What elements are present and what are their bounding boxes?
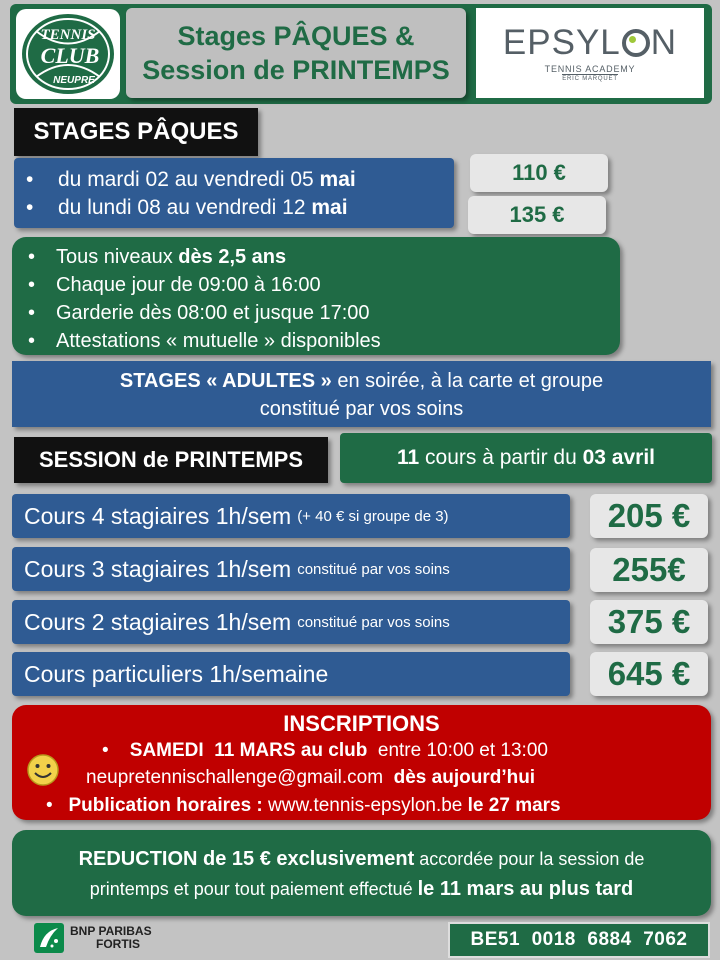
- course-row: [12, 652, 570, 696]
- academy-name-part2: N: [650, 23, 678, 62]
- bullet: •: [102, 740, 109, 761]
- page-title-line2: Session de PRINTEMPS: [142, 55, 450, 85]
- academy-name-part1: EPSYL: [502, 23, 621, 62]
- price-week-2: 135 €: [468, 196, 606, 234]
- academy-logo: [476, 8, 704, 98]
- date-text: du mardi 02 au vendredi 05: [58, 168, 320, 191]
- course-row: [12, 547, 570, 591]
- course-price: 645 €: [590, 652, 708, 696]
- bullet: •: [28, 274, 36, 296]
- session-heading: SESSION de PRINTEMPS: [14, 437, 328, 483]
- bullet: •: [26, 168, 34, 191]
- inscriptions-email-when: dès aujourd’hui: [383, 767, 536, 788]
- bullet: •: [26, 196, 34, 219]
- reduction-text1: accordée pour la session de: [414, 849, 645, 869]
- club-logo-top-text: TENNIS: [40, 27, 96, 43]
- course-label: Cours 3 stagiaires 1h/sem: [24, 555, 292, 582]
- reduction-text2: printemps et pour tout paiement effectué: [89, 879, 418, 899]
- reduction-line2: [12, 874, 711, 904]
- date-month: mai: [311, 196, 348, 219]
- course-price: 375 €: [590, 600, 708, 644]
- date-text: du lundi 08 au vendredi 12: [58, 196, 312, 219]
- bullet: •: [28, 302, 36, 324]
- session-info: [340, 433, 712, 483]
- info-text: Chaque jour de 09:00 à 16:00: [56, 274, 321, 296]
- session-date: 03 avril: [582, 446, 655, 469]
- inscriptions-line-club: [102, 740, 548, 762]
- session-count: 11: [396, 446, 420, 469]
- session-info-text: cours à partir du: [419, 446, 583, 469]
- schedule-website-link[interactable]: www.tennis-epsylon.be: [262, 795, 468, 816]
- info-text: Attestations « mutuelle » disponibles: [56, 330, 381, 352]
- date-month: mai: [319, 168, 356, 191]
- paques-dates-box: [14, 158, 454, 228]
- adultes-text1: en soirée, à la carte et groupe: [331, 370, 604, 392]
- course-label: Cours 2 stagiaires 1h/sem: [24, 608, 292, 635]
- course-row: [12, 494, 570, 538]
- page-title-line1: Stages PÂQUES &: [177, 21, 415, 51]
- bullet: •: [46, 795, 53, 816]
- course-row: [12, 600, 570, 644]
- info-row: [28, 299, 620, 327]
- course-note: constitué par vos soins: [297, 613, 450, 631]
- adultes-box: [12, 361, 711, 427]
- paques-info-box: [12, 237, 620, 355]
- reduction-line1: [12, 844, 711, 874]
- academy-name: [503, 24, 677, 62]
- bank-logo: [34, 921, 184, 955]
- inscriptions-club-date: SAMEDI 11 MARS au club: [129, 740, 368, 761]
- club-logo-bottom-text: NEUPRE: [53, 75, 95, 86]
- stages-paques-heading: STAGES PÂQUES: [14, 108, 258, 156]
- course-label: Cours particuliers 1h/semaine: [24, 660, 329, 687]
- date-row: [26, 194, 454, 222]
- bank-name-line1: BNP PARIBAS: [70, 924, 152, 938]
- course-label: Cours 4 stagiaires 1h/sem: [24, 502, 292, 529]
- iban-box: BE51 0018 6884 7062: [448, 922, 710, 958]
- bank-name-line2: FORTIS: [96, 937, 140, 951]
- tennis-ball-o-icon: [622, 29, 650, 57]
- course-note: (+ 40 € si groupe de 3): [297, 507, 449, 525]
- info-text: Tous niveaux: [56, 246, 179, 268]
- price-week-1: 110 €: [470, 154, 608, 192]
- reduction-title: REDUCTION de 15 € exclusivement: [78, 848, 415, 870]
- schedule-date: le 27 mars: [467, 795, 561, 816]
- club-logo: [16, 9, 120, 99]
- smiley-icon: [26, 753, 60, 787]
- info-text: Garderie dès 08:00 et jusque 17:00: [56, 302, 370, 324]
- inscriptions-line-schedule: [46, 795, 561, 817]
- club-logo-mid-text: CLUB: [40, 43, 100, 68]
- academy-owner: ERIC MARQUET: [562, 76, 618, 82]
- inscriptions-club-hours: entre 10:00 et 13:00: [367, 740, 548, 761]
- bank-stars-icon: [34, 923, 64, 953]
- schedule-label: Publication horaires :: [68, 795, 263, 816]
- course-price: 255€: [590, 548, 708, 592]
- course-note: constitué par vos soins: [297, 560, 450, 578]
- reduction-deadline: le 11 mars au plus tard: [417, 878, 634, 900]
- course-price: 205 €: [590, 494, 708, 538]
- bank-name: [70, 925, 152, 951]
- tennis-ball-logo-icon: [18, 11, 118, 97]
- inscriptions-line-email: [86, 767, 535, 789]
- info-row: [28, 271, 620, 299]
- inscriptions-email-link[interactable]: neupretennischallenge@gmail.com: [86, 767, 384, 788]
- inscriptions-title: INSCRIPTIONS: [283, 711, 440, 736]
- info-bold: dès 2,5 ans: [178, 246, 287, 268]
- date-row: [26, 166, 454, 194]
- adultes-line2: constitué par vos soins: [259, 398, 464, 420]
- adultes-line1: [12, 367, 711, 395]
- academy-subtitle: TENNIS ACADEMY: [544, 64, 636, 74]
- inscriptions-box: [12, 705, 711, 820]
- info-row: [28, 327, 620, 355]
- adultes-title: STAGES « ADULTES »: [119, 370, 332, 392]
- reduction-box: [12, 830, 711, 916]
- bullet: •: [28, 246, 36, 268]
- bullet: •: [28, 330, 36, 352]
- info-row: [28, 243, 620, 271]
- page-title: [126, 8, 466, 98]
